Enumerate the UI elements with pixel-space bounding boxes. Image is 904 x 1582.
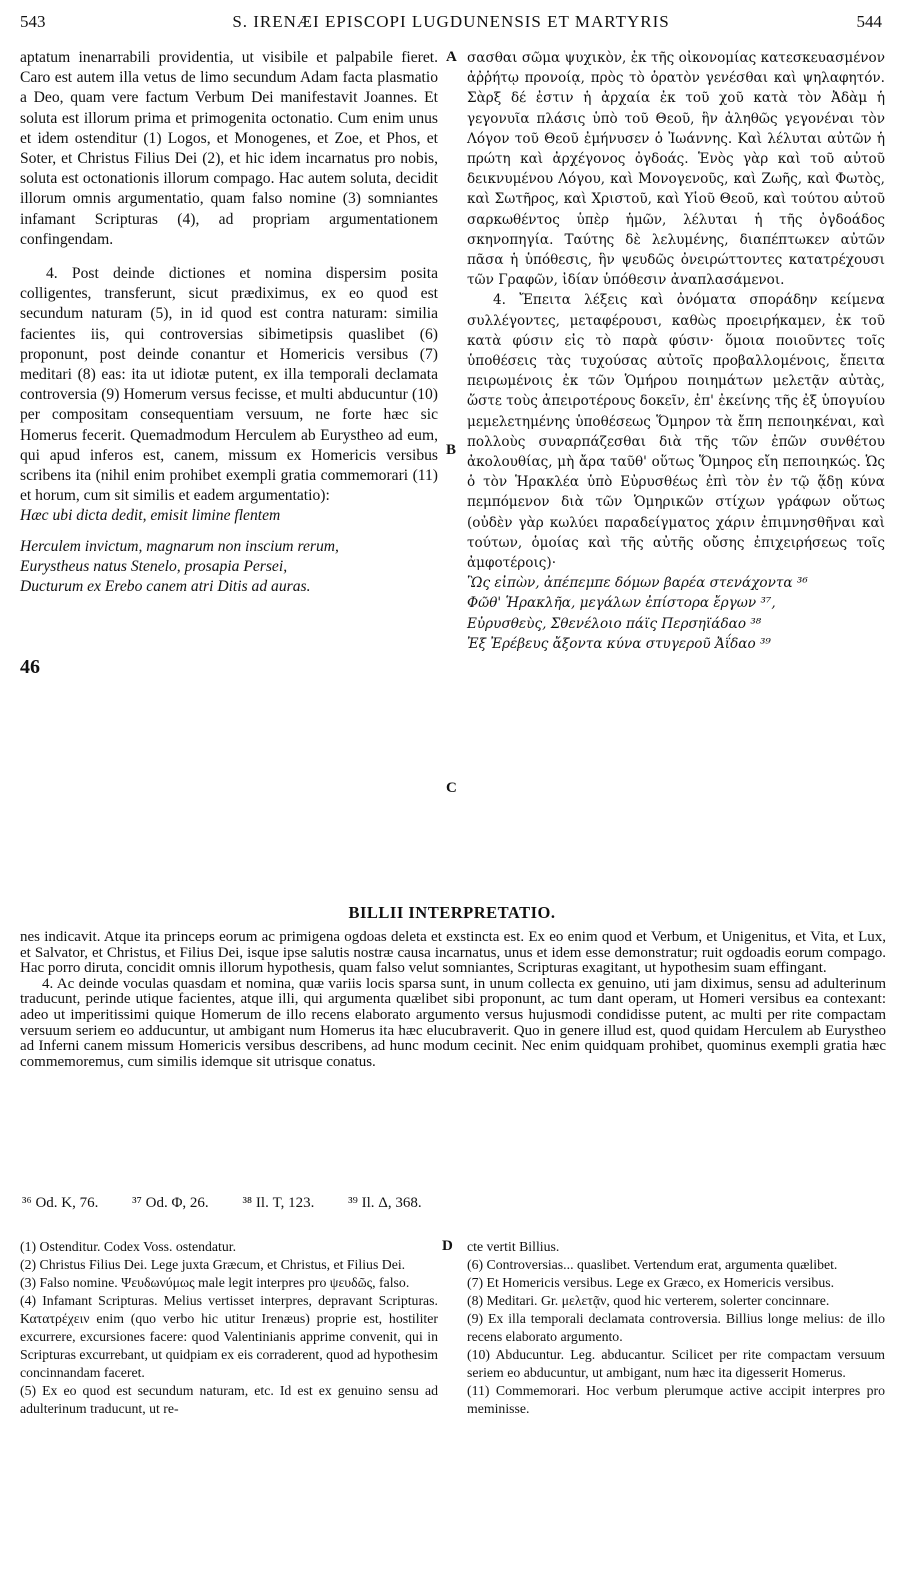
latin-column: [20, 48, 438, 597]
latin-verse-line: Ducturum ex Erebo canem atri Ditis ad auras.: [20, 578, 311, 596]
margin-marker-d: D: [442, 1238, 453, 1254]
greek-verse-line: Φῶθ' Ἡρακλῆα, μεγάλων ἐπίστορα ἔργων ³⁷,: [467, 595, 776, 612]
latin-verse-line: Hæc ubi dicta dedit, emisit limine flentem: [20, 507, 281, 525]
margin-marker-b: B: [446, 442, 457, 458]
billii-paragraph-1: nes indicavit. Atque ita princeps eorum ac primigena ogdoas deleta et exstincta est. Ex eo enim quod et Verbum, et Unigenitus, et Vita, et Lux, et Salvator, et Christus, et Filius Dei, isque ipse salutis nostræ causa incarnatus, unus et idem esse demonstratur; ruit ogdoadis eorum compago. Hac porro diruta, concidit omnis illorum hypothesis, quam falso velut somniantes, Scripturas exagitant, ut hypothesim suam effingant.: [20, 929, 886, 977]
footnote: (6) Controversias... quaslibet. Vertendum erat, argumenta quælibet.: [467, 1257, 838, 1272]
latin-verse-line: Herculem invictum, magnarum non inscium rerum,: [20, 537, 339, 555]
homer-reference: ³⁷ Od. Φ, 26.: [132, 1195, 209, 1211]
margin-marker-a: A: [446, 49, 457, 65]
homer-reference: ³⁸ Il. Τ, 123.: [242, 1195, 315, 1211]
footnote: (2) Christus Filius Dei. Lege juxta Græcum, et Christus, et Filius Dei.: [20, 1257, 406, 1272]
greek-verse: [467, 573, 885, 654]
footnote: (1) Ostenditur. Codex Voss. ostendatur.: [20, 1239, 237, 1254]
running-title: S. IRENÆI EPISCOPI LUGDUNENSIS ET MARTYRIS: [232, 12, 670, 31]
latin-verse-line: Eurystheus natus Stenelo, prosapia Persei,: [20, 557, 288, 575]
footnote: cte vertit Billius.: [467, 1239, 560, 1254]
footnotes-right: [467, 1238, 885, 1418]
running-header: [20, 12, 882, 36]
homer-reference: ³⁹ Il. Δ, 368.: [348, 1195, 422, 1211]
billii-paragraph-2: 4. Ac deinde voculas quasdam et nomina, quæ variis locis sparsa sunt, in unum collecta ex genuino, uti jam diximus, sensu ad adulterinum traducunt, perinde utique facientes, atque illi, qui argumenta quælibet sibi proponunt, ac tum dant operam, ut Homeri versibus ea contexant: adeo ut imperitissimi quique Homerum de illo recens elaborato argumento versus hujusmodi condidisse putent, ac multi per rite compactam versuum seriem eo adducuntur, ut ambigant num Homerus ita hæc elucubraverit. Quo in genere illud est, quod quidam Herculem ab Eurystheo ad Inferni canem missum Homericis versibus describens, ad hunc modum cecinit. Nec enim quidquam prohibet, quominus exempli gratia hæc commemoremus, cum similis idemque sit utrisque conatus.: [20, 975, 886, 1070]
billii-interpretation: [20, 930, 886, 1070]
greek-paragraph-1: σασθαι σῶμα ψυχικὸν, ἐκ τῆς οἰκονομίας κατεσκευασμένον ἀῤῥήτῳ προνοίᾳ, πρὸς τὸ ὁρατὸν γενέσθαι καὶ ψηλαφητόν. Σὰρξ δέ ἐστιν ἡ ἀρχαία ἐκ τοῦ χοῦ κατὰ τὸν Ἀδὰμ ἡ γεγονυῖα πλάσις ὑπὸ τοῦ Θεοῦ, ἣν ἀληθῶς γεγονέναι τὸν Λόγον τοῦ Θεοῦ ἐμήνυσεν ὁ Ἰωάννης. Καὶ λέλυται αὐτῶν ἡ πρώτη καὶ ἀρχέγονος ὀγδοάς. Ἑνὸς γὰρ καὶ τοῦ αὐτοῦ δεικνυμένου Λόγου, καὶ Μονογενοῦς, καὶ Ζωῆς, καὶ Φωτὸς, καὶ Σωτῆρος, καὶ Χριστοῦ, καὶ Υἱοῦ Θεοῦ, καὶ τούτου αὐτοῦ σαρκωθέντος ὑπὲρ ἡμῶν, λέλυται ἡ τῆς ὀγδοάδος σκηνοπηγία. Ταύτης δὲ λελυμένης, διαπέπτωκεν αὐτῶν πᾶσα ἡ ὑπόθεσις, ἣν ψευδῶς ὀνειρώττοντες κατατρέχουσι τῶν Γραφῶν, ἰδίαν ὑπόθεσιν ἀναπλασάμενοι.: [467, 50, 885, 289]
greek-verse-line: Εὐρυσθεὺς, Σθενέλοιο πάϊς Περσηϊάδαο ³⁸: [467, 615, 762, 632]
footnote: (4) Infamant Scripturas. Melius vertisset interpres, depravant Scripturas. Κατατρέχειν enim (quo verbo hic utitur Irenæus) proprie est, hostiliter excurrere, excursiones facere: quod Valentinianis apprime convenit, qui in Scripturas excurrebant, ut quidpiam ex eis corraderent, quod ad hypothesim concinnandam faceret.: [20, 1293, 438, 1380]
footnote: (7) Et Homericis versibus. Lege ex Græco, ex Homericis versibus.: [467, 1275, 835, 1290]
homer-references: [22, 1195, 452, 1212]
footnote: (5) Ex eo quod est secundum naturam, etc. Id est ex genuino sensu ad adulterinum traducunt, ut re-: [20, 1383, 438, 1416]
greek-verse-line: Ὣς εἰπὼν, ἀπέπεμπε δόμων βαρέα στενάχοντα ³⁶: [467, 575, 808, 592]
margin-marker-c: C: [446, 780, 457, 796]
page-number-right: 544: [856, 12, 882, 31]
billii-heading: BILLII INTERPRETATIO.: [348, 903, 556, 922]
footnote: (8) Meditari. Gr. μελετᾷν, quod hic verterem, solerter concinnare.: [467, 1293, 830, 1308]
latin-verse: [20, 506, 438, 597]
footnote: (9) Ex illa temporali declamata controversia. Billius longe melius: de illo recens elaborato argumento.: [467, 1311, 885, 1344]
greek-verse-line: Ἐξ Ἐρέβευς ἄξοντα κύνα στυγεροῦ Ἀΐδαο ³⁹: [467, 635, 771, 652]
latin-paragraph-1: aptatum inenarrabili providentia, ut visibile et palpabile fieret. Caro est autem illa vetus de limo secundum Adam facta plasmatio a Deo, quam vere factum Verbum Dei manifestavit Joannes. Et soluta est illorum prima et primogenita octonatio. Cum enim unus et idem ostenditur (1) Logos, et Monogenes, et Zoe, et Phos, et Soter, et Christus Filius Dei (2), et hic idem incarnatus pro nobis, soluta est octonationis illorum compago. Hac autem soluta, decidit illorum omnis argumentatio, quam falso nomine (3) somniantes infamant Scripturas (4), ad propriam argumentationem confingendam.: [20, 49, 438, 248]
footnote: (10) Abducuntur. Leg. abducantur. Scilicet per rite compactam versuum seriem eo abducuntur, ut ambigant, num hæc ita digesserit Homerus.: [467, 1347, 885, 1380]
footnote: (11) Commemorari. Hoc verbum plerumque active accipit interpres pro meminisse.: [467, 1383, 885, 1416]
edition-page-number: 46: [20, 656, 40, 678]
footnote: (3) Falso nomine. Ψευδωνύμως male legit interpres pro ψευδῶς, falso.: [20, 1275, 410, 1290]
greek-paragraph-2: 4. Ἔπειτα λέξεις καὶ ὀνόματα σποράδην κείμενα συλλέγοντες, μεταφέρουσι, καθὼς προειρήκαμεν, ἐκ τοῦ κατὰ φύσιν εἰς τὸ παρὰ φύσιν· ὅμοια ποιοῦντες τοῖς ὑποθέσεις τὰς τυχούσας αὐτοῖς προβαλλομένοις, ἔπειτα πειρωμένοις ἐκ τῶν Ὁμήρου ποιημάτων μελετᾷν αὐτὰς, ὥστε τοὺς ἀπειροτέρους δοκεῖν, ἐπ' ἐκείνης τῆς ἐξ ὑπογυίου μεμελετημένης ὑποθέσεως Ὅμηρον τὰ ἔπη πεποιηκέναι, καὶ πολλοὺς συναρπάζεσθαι διὰ τῆς τῶν ἐπῶν συνθέτου ἀκολουθίας, μὴ ἄρα ταῦθ' οὕτως Ὅμηρος εἴη πεποιηκώς. Ὡς ὁ τὸν Ἡρακλέα ὑπὸ Εὐρυσθέως ἐπὶ τὸν ἐν τῷ ᾅδῃ κύνα πεμπόμενον διὰ τῶν Ὁμηρικῶν στίχων γράφων οὕτως (οὐδὲν γὰρ κωλύει παραδείγματος χάριν ἐπιμνησθῆναι καὶ τούτων, ὁμοίας καὶ τῆς αὐτῆς οὔσης ἐπιχειρήσεως τοῖς ἀμφοτέροις)·: [467, 292, 885, 572]
footnotes-left: [20, 1238, 438, 1418]
latin-paragraph-2: 4. Post deinde dictiones et nomina dispersim posita colligentes, transferunt, sicut prædiximus, ex eo quod est secundum naturam (5), in id quod est contra naturam: similia facientes iis, qui controversias sibimetipsis quaslibet (6) proponunt, post deinde conantur et Homericis versibus (7) meditari (8) eas: ita ut idiotæ putent, ex illa temporali declamata controversia (9) Homerum versus fecisse, et multi abducuntur (10) per compositam consequentiam versuum, ne forte hæc sic Homerus fecerit. Quemadmodum Herculem ab Eurystheo ad eum, qui apud inferos est, canem, missum ex Homericis versibus scribens ita (nihil enim prohibet exempli gratia commemorari (11) et horum, cum sit similis et eadem argumentatio):: [20, 265, 438, 505]
greek-column: [467, 48, 885, 654]
homer-reference: ³⁶ Od. Κ, 76.: [22, 1195, 99, 1211]
page-number-left: 543: [20, 12, 46, 31]
